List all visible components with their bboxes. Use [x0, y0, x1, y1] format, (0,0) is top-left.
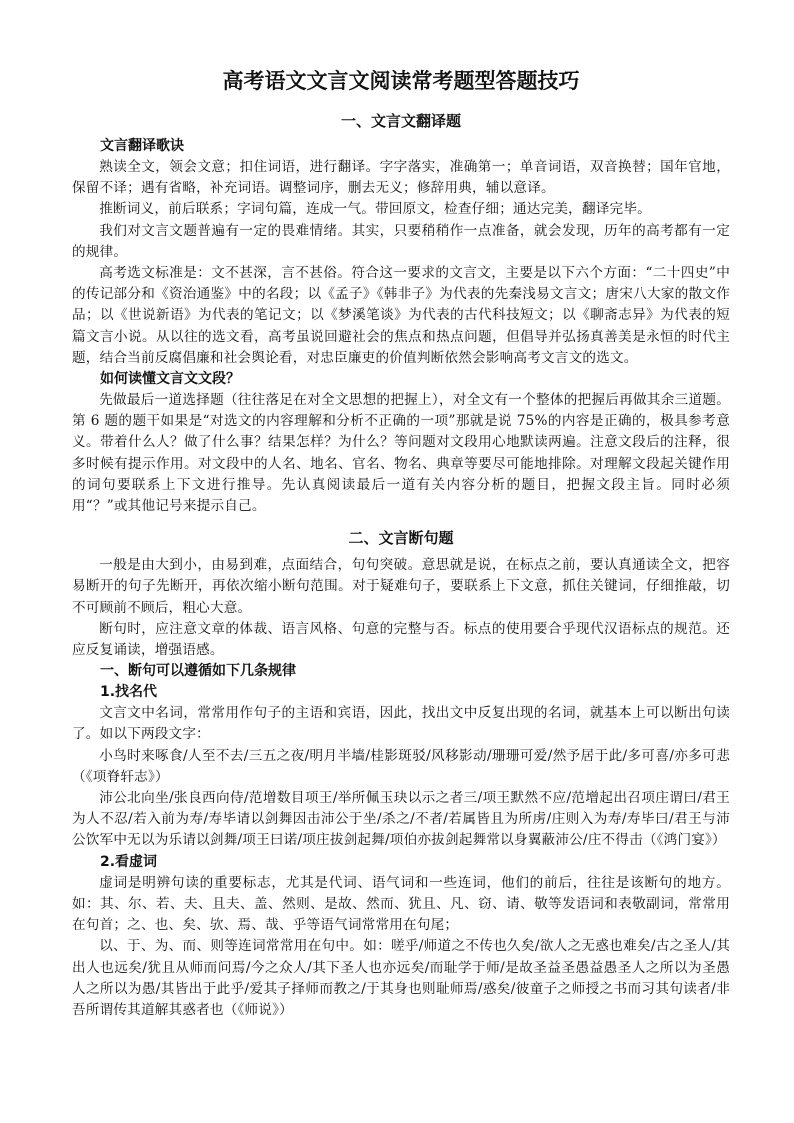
- subheading-find-nouns: 1.找名代: [100, 684, 158, 701]
- document-title: 高考语文文言文阅读常考题型答题技巧: [222, 69, 580, 93]
- paragraph: 虚词是明辨句读的重要标志，尤其是代词、语气词和一些连词，他们的前后，往往是该断句的地方。如：其、尔、若、夫、且夫、盖、然则、是故、然而、犹且、凡、窃、请、敬等发语词和表敬副词，常常用在句首；之、也、矣、欤、焉、哉、乎等语气词常常用在句尾；: [72, 874, 730, 934]
- paragraph: 高考选文标准是：文不甚深，言不甚俗。符合这一要求的文言文，主要是以下六个方面：“二十四史”中的传记部分和《资治通鉴》中的名段；以《孟子》《韩非子》为代表的先秦浅易文言文；唐宋八大家的散文作品；以《世说新语》为代表的笔记文；以《梦溪笔谈》为代表的古代科技短文；以《聊斋志异》为代表的短篇文言小说。从以往的选文看，高考虽说回避社会的焦点和热点问题，但倡导并弘扬真善美是永恒的时代主题，结合当前反腐倡廉和社会舆论看，对忠臣廉吏的价值判断依然会影响高考文言文的选文。: [72, 265, 730, 366]
- paragraph: 先做最后一道选择题（往往落足在对全文思想的把握上），对全文有一个整体的把握后再做其余三道题。第 6 题的题干如果是“对选文的内容理解和分析不正确的一项”那就是说 75%的内容是正确的，极具参考意义。带着什么人？做了什么事？结果怎样？为什么？等问题对文段用心地默读两遍。注意文段后的注释，很多时候有提示作用。对文段中的人名、地名、官名、物名、典章等要尽可能地排除。对理解文段起关键作用的词句要联系上下文进行推导。先认真阅读最后一道有关内容分析的题目，把握文段主旨。同时必须用“？”或其他记号来提示自己。: [72, 392, 730, 515]
- section-heading-punctuation: 二、文言断句题: [348, 529, 454, 548]
- paragraph: 我们对文言文题普遍有一定的畏难情绪。其实，只要稍稍作一点准备，就会发现，历年的高考都有一定的规律。: [72, 222, 730, 260]
- paragraph: 熟读全文，领会文意；扣住词语，进行翻译。字字落实，准确第一；单音词语，双音换替；国年官地，保留不译；遇有省略，补充词语。调整词序，删去无义；修辞用典，辅以意译。: [72, 159, 730, 197]
- example-paragraph: 小鸟时来啄食/人至不去/三五之夜/明月半墙/桂影斑驳/风移影动/珊珊可爱/然予居于此/多可喜/亦多可悲（《项脊轩志》）: [72, 747, 730, 785]
- example-paragraph: 沛公北向坐/张良西向侍/范增数目项王/举所佩玉玦以示之者三/项王默然不应/范增起出召项庄谓曰/君王为人不忍/若入前为寿/寿毕请以剑舞因击沛公于坐/杀之/不者/若属皆且为所虏/庄则入为寿/寿毕曰/君王与沛公饮军中无以为乐请以剑舞/项王曰诺/项庄拔剑起舞/项伯亦拔剑起舞常以身翼蔽沛公/庄不得击（《鸿门宴》）: [72, 790, 730, 849]
- paragraph: 断句时，应注意文章的体裁、语言风格、句意的完整与否。标点的使用要合乎现代汉语标点的规范。还应反复诵读，增强语感。: [72, 620, 730, 659]
- paragraph: 推断词义，前后联系；字词句篇，连成一气。带回原文，检查仔细；通达完美，翻译完毕。: [99, 201, 651, 218]
- section-punctuation: [72, 527, 730, 1021]
- subheading-function-words: 2.看虚词: [100, 853, 158, 870]
- subheading-how-to-read: 如何读懂文言文文段？: [100, 371, 240, 388]
- paragraph: 文言文中名词，常常用作句子的主语和宾语，因此，找出文中反复出现的名词，就基本上可以断出句读了。如以下两段文字：: [72, 705, 730, 743]
- subheading-rules: 一、断句可以遵循如下几条规律: [100, 663, 296, 680]
- section-heading-translation: 一、文言文翻译题: [340, 112, 461, 130]
- section-translation: [72, 110, 730, 517]
- subheading-translation-mnemonic: 文言翻译歌诀: [100, 138, 184, 154]
- example-paragraph: 以、于、为、而、则等连词常常用在句中。如：嗟乎/师道之不传也久矣/欲人之无惑也难矣/古之圣人/其出人也远矣/犹且从师而问焉/今之众人/其下圣人也亦远矣/而耻学于师/是故圣益圣愚益愚圣人之所以为圣愚人之所以为愚/其皆出于此乎/爱其子择师而教之/于其身也则耻师焉/惑矣/彼童子之师授之书而习其句读者/非吾所谓传其道解其惑者也（《师说》）: [72, 938, 730, 1018]
- paragraph: 一般是由大到小，由易到难，点面结合，句句突破。意思就是说，在标点之前，要认真通读全文，把容易断开的句子先断开，再依次缩小断句范围。对于疑难句子，要联系上下文意，抓住关键词，仔细推敲，切不可顾前不顾后，粗心大意。: [72, 557, 730, 616]
